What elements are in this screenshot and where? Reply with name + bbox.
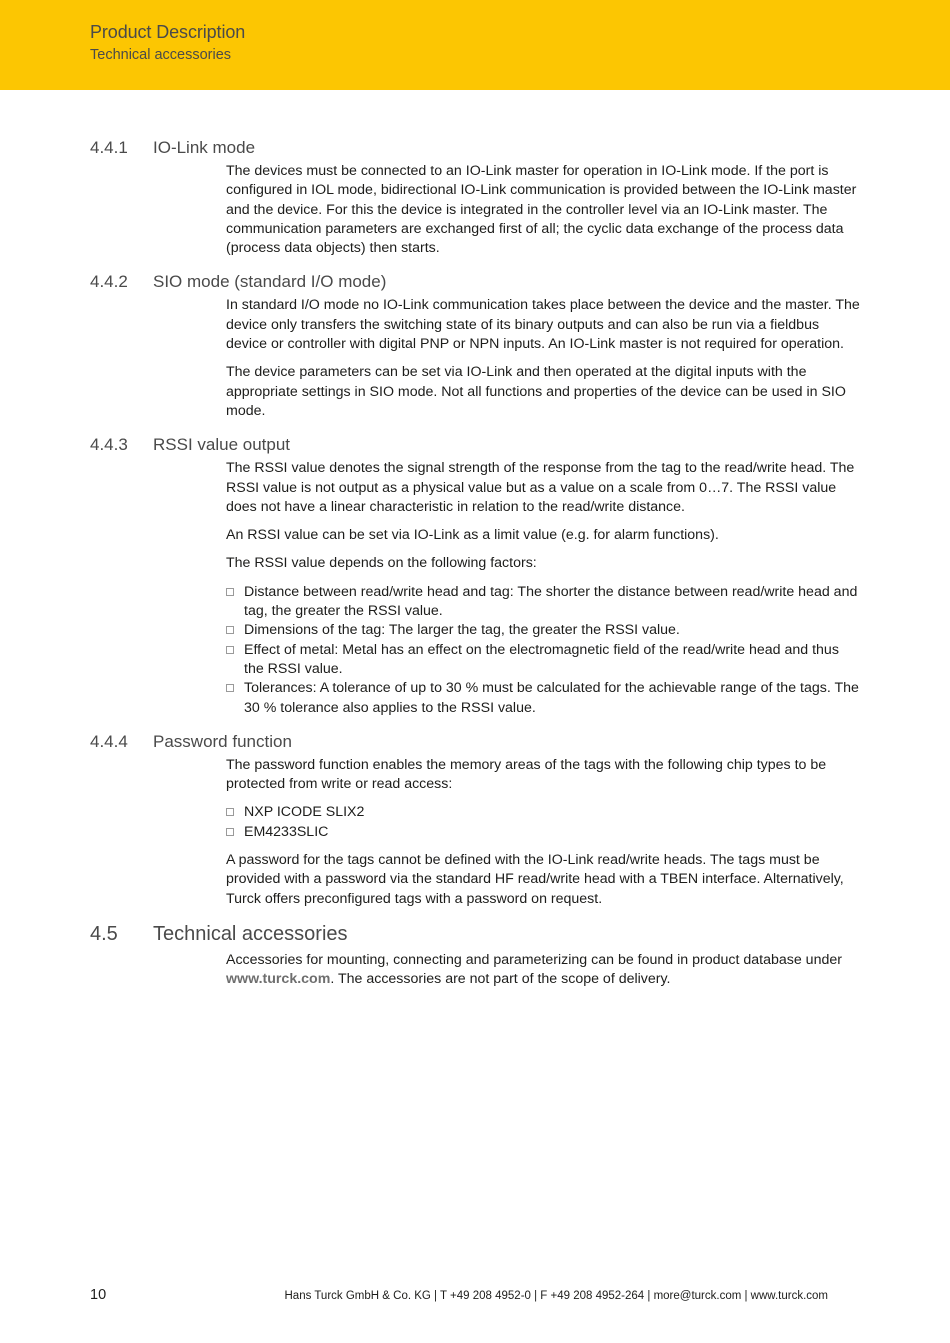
- list-item-text: Effect of metal: Metal has an effect on the electromagnetic field of the read/write head and thus the RSSI value.: [244, 641, 839, 677]
- section-title: Password function: [153, 731, 292, 751]
- paragraph: The password function enables the memory areas of the tags with the following chip types to be protected from write or read access:: [226, 756, 827, 793]
- square-bullet-icon: [226, 828, 234, 836]
- list-item: [226, 621, 860, 640]
- section-heading: [0, 272, 950, 296]
- list-item-text: Tolerances: A tolerance of up to 30 % must be calculated for the achievable range of the tags. The 30 % tolerance also applies to the RSSI value.: [244, 680, 859, 716]
- footer-address: Hans Turck GmbH & Co. KG | T +49 208 4952-0 | F +49 208 4952-264 | more@turck.com | www.turck.com: [284, 1290, 828, 1302]
- list-item: [226, 823, 860, 842]
- section-body: [226, 162, 860, 258]
- list-item-text: EM4233SLIC: [244, 823, 329, 840]
- list-item-text: NXP ICODE SLIX2: [244, 804, 365, 821]
- list-item: [226, 641, 860, 680]
- square-bullet-icon: [226, 626, 234, 634]
- section-body: [226, 951, 860, 990]
- paragraph: The device parameters can be set via IO-Link and then operated at the digital inputs with the appropriate settings in SIO mode. Not all functions and properties of the device can be used in SIO mode.: [226, 364, 846, 419]
- paragraph: The devices must be connected to an IO-Link master for operation in IO-Link mode. If the port is configured in IOL mode, bidirectional IO-Link communication is provided between the IO-Link master and the device. For this the device is integrated in the controller level via an IO-Link master. The communication parameters are exchanged first of all; the cyclic data exchange of the process data (process data objects) then starts.: [226, 163, 857, 257]
- square-bullet-icon: [226, 588, 234, 596]
- paragraph: The RSSI value depends on the following factors:: [226, 555, 537, 572]
- square-bullet-icon: [226, 684, 234, 692]
- list-item: [226, 583, 860, 622]
- section-body: [226, 756, 860, 909]
- section-title: SIO mode (standard I/O mode): [153, 272, 387, 292]
- section-4-4-4: [0, 732, 950, 909]
- section-heading: [0, 732, 950, 756]
- page-header: [0, 0, 950, 90]
- paragraph: [226, 951, 860, 990]
- list-item-text: Distance between read/write head and tag: The shorter the distance between read/write head and tag, the greater the RSSI value.: [244, 583, 858, 620]
- paragraph: The RSSI value denotes the signal strength of the response from the tag to the read/write head. The RSSI value is not output as a physical value but as a value on a scale from 0…7. The RSSI value does not have a linear characteristic in relation to the read/write distance.: [226, 460, 855, 515]
- section-4-4-2: [0, 272, 950, 421]
- paragraph: In standard I/O mode no IO-Link communication takes place between the device and the master. The device only transfers the switching state of its binary outputs and can also be run via a fieldbus device or controller with digital PNP or NPN inputs. An IO-Link master is not required for operation.: [226, 297, 860, 353]
- square-bullet-icon: [226, 646, 234, 654]
- list-item-text: Dimensions of the tag: The larger the tag, the greater the RSSI value.: [244, 622, 680, 639]
- bullet-list: [226, 583, 860, 718]
- section-number: 4.4.3: [90, 435, 128, 455]
- list-item: [226, 679, 860, 718]
- section-4-5: [0, 923, 950, 990]
- paragraph-text: Accessories for mounting, connecting and parameterizing can be found in product database under: [226, 951, 842, 968]
- section-heading: [0, 138, 950, 162]
- section-number: 4.4.2: [90, 272, 128, 292]
- section-title: IO-Link mode: [153, 138, 256, 157]
- paragraph-text: . The accessories are not part of the scope of delivery.: [330, 971, 671, 988]
- section-title: Technical accessories: [153, 922, 348, 945]
- main-content: [0, 138, 950, 1004]
- square-bullet-icon: [226, 808, 234, 816]
- section-body: [226, 459, 860, 718]
- section-heading: [0, 435, 950, 459]
- section-number: 4.4.1: [90, 138, 128, 157]
- header-subtitle: Technical accessories: [90, 47, 232, 63]
- section-4-4-3: [0, 435, 950, 718]
- paragraph: A password for the tags cannot be defined with the IO-Link read/write heads. The tags must be provided with a password via the standard HF read/write head with a TBEN interface. Alternatively, Turck offers preconfigured tags with a password on request.: [226, 852, 844, 907]
- section-number: 4.4.4: [90, 731, 128, 751]
- paragraph: An RSSI value can be set via IO-Link as a limit value (e.g. for alarm functions).: [226, 527, 719, 544]
- header-title: Product Description: [90, 22, 246, 42]
- section-number: 4.5: [90, 922, 118, 945]
- page-number: 10: [90, 1287, 107, 1303]
- section-4-4-1: [0, 138, 950, 258]
- section-heading: [0, 923, 950, 951]
- section-title: RSSI value output: [153, 435, 291, 455]
- list-item: [226, 803, 860, 822]
- turck-website-link[interactable]: www.turck.com: [226, 971, 331, 988]
- bullet-list: [226, 803, 860, 842]
- section-body: [226, 296, 860, 421]
